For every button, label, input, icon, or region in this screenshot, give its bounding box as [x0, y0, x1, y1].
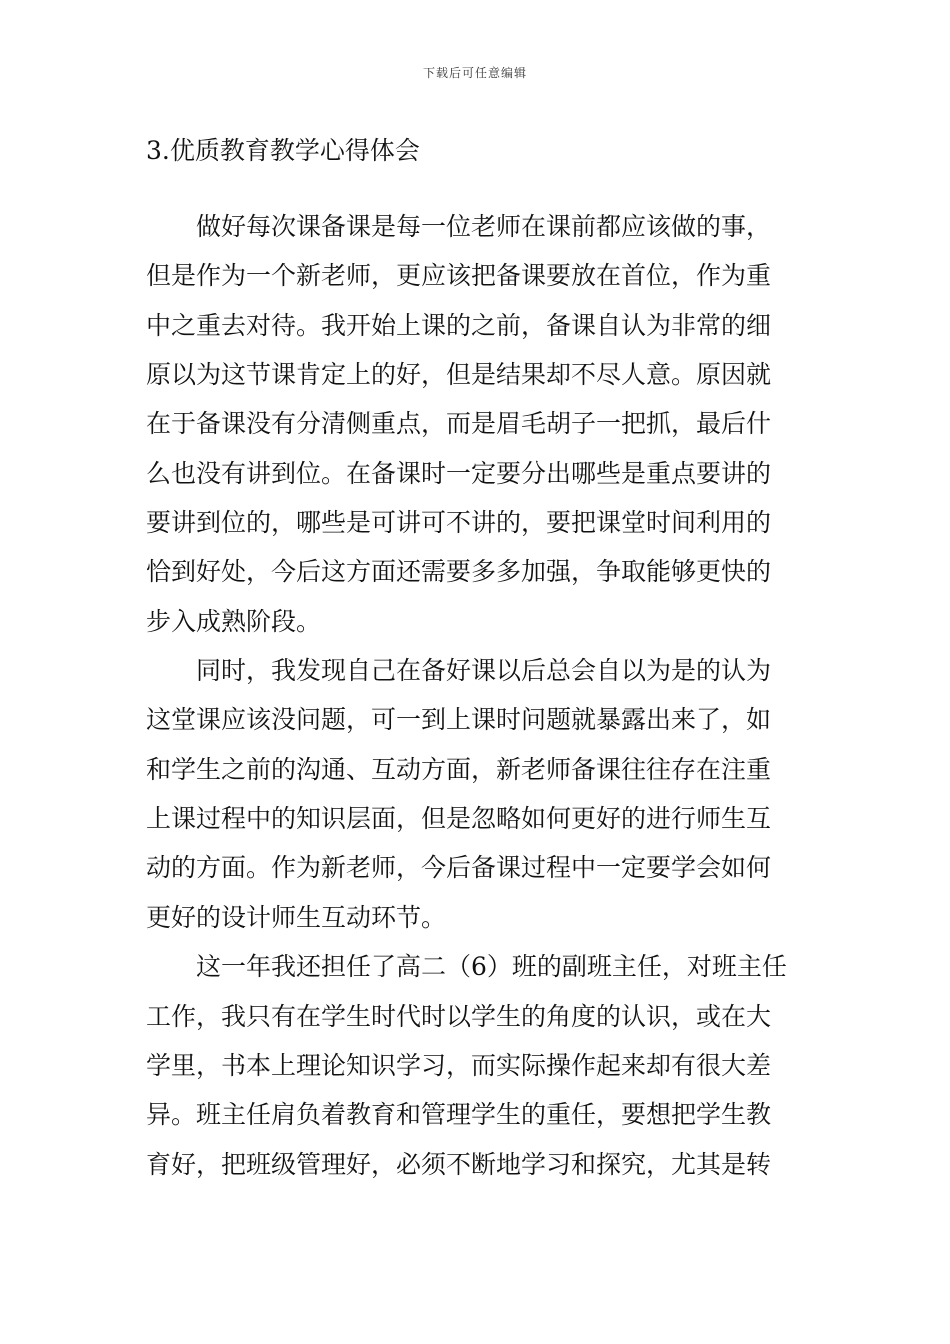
text-line: 么也没有讲到位。在备课时一定要分出哪些是重点要讲的 — [146, 458, 772, 488]
text-line: 在于备课没有分清侧重点，而是眉毛胡子一把抓，最后什 — [146, 409, 772, 439]
text-line: 同时，我发现自己在备好课以后总会自以为是的认为 — [196, 656, 772, 686]
text-line: 异。班主任肩负着教育和管理学生的重任，要想把学生教 — [146, 1100, 772, 1130]
text-line: 和学生之前的沟通、互动方面，新老师备课往往存在注重 — [146, 754, 772, 784]
text-line: 做好每次课备课是每一位老师在课前都应该做的事， — [196, 212, 772, 241]
text-line: 这堂课应该没问题，可一到上课时问题就暴露出来了，如 — [146, 705, 772, 735]
text-line: 这一年我还担任了高二（6）班的副班主任，对班主任 — [196, 952, 787, 982]
text-line: 但是作为一个新老师，更应该把备课要放在首位，作为重 — [146, 261, 772, 291]
text-line: 原以为这节课肯定上的好，但是结果却不尽人意。原因就 — [146, 360, 772, 390]
text-line: 要讲到位的，哪些是可讲可不讲的，要把课堂时间利用的 — [146, 508, 772, 538]
text-line: 步入成熟阶段。 — [146, 606, 322, 636]
header-note: 下载后可任意编辑 — [422, 66, 527, 80]
text-line: 更好的设计师生互动环节。 — [146, 902, 447, 932]
text-line: 上课过程中的知识层面，但是忽略如何更好的进行师生互 — [146, 804, 772, 834]
text-line: 动的方面。作为新老师，今后备课过程中一定要学会如何 — [146, 853, 772, 883]
text-line: 中之重去对待。我开始上课的之前，备课自认为非常的细 — [146, 310, 772, 340]
page-title: 3.优质教育教学心得体会 — [146, 136, 420, 165]
text-line: 育好，把班级管理好，必须不断地学习和探究，尤其是转 — [146, 1149, 772, 1179]
body-text — [146, 202, 806, 1189]
text-line: 学里，书本上理论知识学习，而实际操作起来却有很大差 — [146, 1050, 772, 1080]
text-line: 工作，我只有在学生时代时以学生的角度的认识，或在大 — [146, 1001, 772, 1031]
text-line: 恰到好处，今后这方面还需要多多加强，争取能够更快的 — [146, 557, 772, 587]
